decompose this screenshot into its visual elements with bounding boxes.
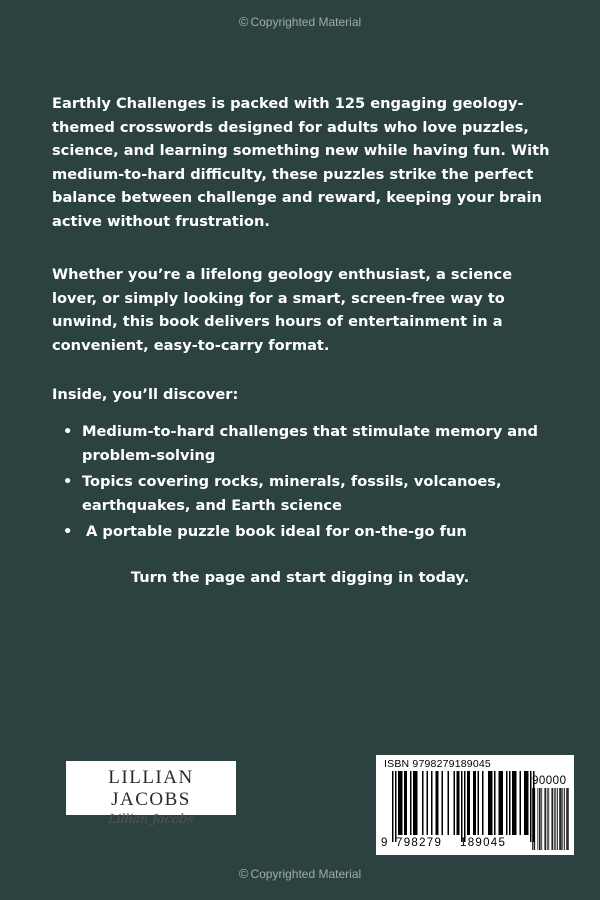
copyright-watermark-top bbox=[0, 14, 600, 29]
price-bar bbox=[537, 788, 538, 850]
barcode-bar bbox=[520, 771, 522, 835]
barcode-bar bbox=[457, 771, 459, 835]
description-paragraph-2: Whether you’re a lifelong geology enthusiast, a science lover, or simply looking for a smart, screen-free way to unwind, this book delivers hours of entertainment in a convenient, easy-to-carry format. bbox=[52, 266, 513, 354]
price-bar bbox=[534, 788, 535, 850]
barcode-bar bbox=[464, 771, 466, 842]
barcode-bar bbox=[499, 771, 501, 835]
copyright-watermark-bottom bbox=[0, 866, 600, 881]
price-bar bbox=[541, 788, 542, 850]
copyright-symbol: © bbox=[238, 14, 249, 29]
barcode-bar bbox=[524, 771, 526, 835]
price-bar bbox=[554, 788, 555, 850]
barcode-bar bbox=[502, 771, 504, 835]
barcode-bar bbox=[422, 771, 424, 835]
feature-list bbox=[58, 420, 538, 547]
price-bar bbox=[568, 788, 569, 850]
feature-text: Topics covering rocks, minerals, fossils, volcanoes, earthquakes, and Earth science bbox=[82, 473, 502, 514]
barcode-bar bbox=[404, 771, 406, 835]
barcode-bar bbox=[490, 771, 492, 835]
barcode-bar bbox=[478, 771, 480, 835]
barcode-bar bbox=[506, 771, 508, 835]
copyright-text: Copyrighted Material bbox=[250, 15, 362, 29]
feature-item bbox=[58, 470, 538, 517]
barcode-bar bbox=[512, 771, 514, 835]
feature-text: A portable puzzle book ideal for on-the-go fun bbox=[86, 523, 467, 540]
barcode-bar bbox=[437, 771, 439, 835]
closing-line: Turn the page and start digging in today. bbox=[130, 569, 470, 586]
barcode-left-digits: 798279 bbox=[396, 837, 443, 849]
description-paragraph-1: Earthly Challenges is packed with 125 engaging geology-themed crosswords designed for adults who love puzzles, science, and learning something new while having fun. With medium-to-hard difficulty, these puzzles strike the perfect balance between challenge and reward, keeping your brain active without frustration. bbox=[52, 95, 550, 230]
price-bar bbox=[555, 788, 556, 850]
price-code: 90000 bbox=[532, 775, 567, 787]
barcode-bar bbox=[442, 771, 444, 835]
author-signature: Lillian Jacobs bbox=[107, 811, 195, 826]
barcode-bar bbox=[392, 771, 394, 842]
barcode-bar bbox=[526, 771, 528, 835]
barcode-bar bbox=[491, 771, 493, 835]
price-bar bbox=[559, 788, 560, 850]
barcode-bar bbox=[458, 771, 460, 835]
barcode-bar bbox=[461, 771, 463, 842]
author-logo bbox=[66, 761, 236, 826]
barcode-bar bbox=[406, 771, 408, 835]
barcode-bar bbox=[509, 771, 511, 835]
author-name: LILLIAN JACOBS bbox=[108, 767, 194, 810]
barcode-bar bbox=[514, 771, 516, 835]
barcode-bar bbox=[431, 771, 433, 835]
price-bar bbox=[557, 788, 558, 850]
price-bar bbox=[566, 788, 567, 850]
barcode-bar bbox=[494, 771, 496, 835]
barcode-bar bbox=[398, 771, 400, 835]
barcode-bar bbox=[473, 771, 475, 835]
price-bar bbox=[560, 788, 561, 850]
isbn-label: ISBN 9798279189045 bbox=[384, 758, 491, 770]
bullet-icon: • bbox=[63, 423, 73, 440]
barcode-bar bbox=[415, 771, 417, 835]
feature-item bbox=[58, 420, 538, 467]
price-bar bbox=[544, 788, 545, 850]
price-bar bbox=[545, 788, 546, 850]
price-bar bbox=[547, 788, 548, 850]
barcode-bar bbox=[410, 771, 412, 835]
barcode-bar bbox=[488, 771, 490, 835]
barcode-bar bbox=[413, 771, 415, 835]
barcode-bar bbox=[454, 771, 456, 835]
barcode-bar bbox=[467, 771, 469, 835]
price-bar bbox=[552, 788, 553, 850]
barcode-bar bbox=[475, 771, 477, 835]
barcode-bar bbox=[401, 771, 403, 835]
inside-heading: Inside, you’ll discover: bbox=[52, 386, 239, 403]
price-bar bbox=[561, 788, 562, 850]
barcode-bar bbox=[427, 771, 429, 835]
barcode-lead-digit: 9 bbox=[381, 837, 388, 849]
price-bar bbox=[540, 788, 541, 850]
price-bar bbox=[552, 788, 553, 850]
barcode-bar bbox=[448, 771, 450, 835]
price-bar bbox=[567, 788, 568, 850]
price-bar bbox=[562, 788, 563, 850]
price-bar bbox=[534, 788, 535, 850]
price-bar bbox=[548, 788, 549, 850]
barcode-right-digits: 189045 bbox=[460, 837, 507, 849]
price-bar bbox=[564, 788, 565, 850]
bullet-icon: • bbox=[63, 523, 73, 540]
barcode-bar bbox=[527, 771, 529, 835]
isbn-barcode bbox=[376, 755, 574, 855]
barcode-bar bbox=[469, 771, 471, 835]
barcode-bar bbox=[515, 771, 517, 835]
price-bar bbox=[532, 788, 533, 850]
barcode-bar bbox=[436, 771, 438, 835]
feature-item bbox=[58, 520, 538, 544]
barcode-bar bbox=[416, 771, 418, 835]
feature-text: Medium-to-hard challenges that stimulate memory and problem-solving bbox=[82, 423, 538, 464]
copyright-text: Copyrighted Material bbox=[250, 867, 362, 881]
copyright-symbol: © bbox=[238, 866, 249, 881]
bullet-icon: • bbox=[63, 473, 73, 490]
barcode-bar bbox=[500, 771, 502, 835]
barcode-bar bbox=[400, 771, 402, 835]
price-bar bbox=[539, 788, 540, 850]
barcode-bar bbox=[482, 771, 484, 835]
barcode-bar bbox=[395, 771, 397, 842]
